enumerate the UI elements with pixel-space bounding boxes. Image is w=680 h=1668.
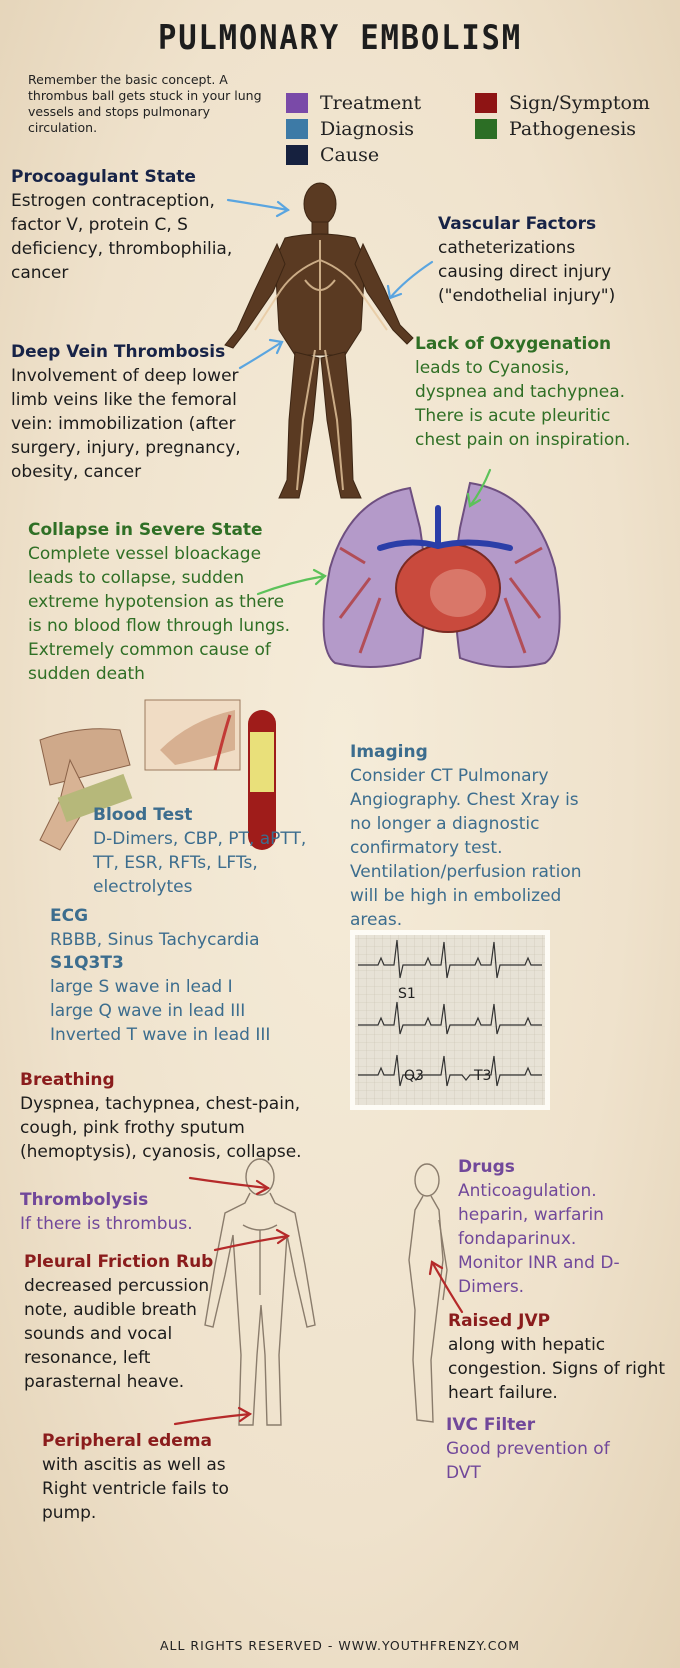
vascular-factors-heading: Vascular Factors [438,214,597,234]
collapse-heading: Collapse in Severe State [28,520,263,540]
legend-label: Diagnosis [320,118,415,140]
legend-label: Cause [320,144,380,166]
procoagulant-heading: Procoagulant State [11,167,196,187]
legend-swatch [286,119,308,139]
ecg-body: RBBB, Sinus Tachycardia [50,930,260,950]
oxygenation-body: leads to Cyanosis, dyspnea and tachypnea. There is acute pleuritic chest pain on inspiration. [415,358,631,450]
legend-item-pathogenesis [475,116,650,142]
pleural-rub-heading: Pleural Friction Rub [24,1252,214,1272]
peripheral-edema-body: with ascitis as well as Right ventricle fails to pump. [42,1455,229,1523]
dvt-heading: Deep Vein Thrombosis [11,342,226,362]
legend-item-sign-symptom [475,90,650,116]
vascular-factors-body: catheterizations causing direct injury ("endothelial injury") [438,238,616,306]
legend-label: Treatment [320,92,422,114]
ivc-filter-body: Good prevention of DVT [446,1439,610,1483]
oxygenation-heading: Lack of Oxygenation [415,334,612,354]
legend-swatch [286,93,308,113]
s1q3t3-line: large Q wave in lead III [50,1001,246,1021]
imaging-heading: Imaging [350,742,428,762]
ecg-label-s1: S1 [398,986,416,1002]
pleural-rub-body: decreased percussion note, audible breath sounds and vocal resonance, left parasternal heave. [24,1276,210,1392]
peripheral-edema-heading: Peripheral edema [42,1431,213,1451]
drugs-heading: Drugs [458,1157,515,1177]
ecg-strip-image [350,930,550,1110]
raised-jvp-body: along with hepatic congestion. Signs of right heart failure. [448,1335,666,1403]
legend-item-cause [286,142,421,168]
ecg-heading: ECG [50,906,89,926]
legend-label: Pathogenesis [509,118,637,140]
breathing-body: Dyspnea, tachypnea, chest-pain, cough, pink frothy sputum (hemoptysis), cyanosis, collapse. [20,1094,302,1162]
legend-item-diagnosis [286,116,421,142]
blood-test-heading: Blood Test [93,805,193,825]
footer-copyright: ALL RIGHTS RESERVED - WWW.YOUTHFRENZY.COM [159,1638,521,1653]
legend-swatch [286,145,308,165]
thrombolysis-body: If there is thrombus. [20,1214,193,1234]
page-title: PULMONARY EMBOLISM [157,18,523,58]
ivc-filter-heading: IVC Filter [446,1415,536,1435]
thrombolysis-heading: Thrombolysis [20,1190,149,1210]
procoagulant-body: Estrogen contraception, factor V, protein C, S deficiency, thrombophilia, cancer [11,191,233,283]
collapse-body: Complete vessel bloackage leads to collapse, sudden extreme hypotension as there is no blood flow through lungs. Extremely common cause of sudden death [28,544,291,684]
dvt-body: Involvement of deep lower limb veins like the femoral vein: immobilization (after surgery, injury, pregnancy, obesity, cancer [11,366,241,482]
legend-swatch [475,119,497,139]
legend-label: Sign/Symptom [509,92,650,114]
drugs-body: Anticoagulation. heparin, warfarin fondaparinux. Monitor INR and D-Dimers. [458,1181,620,1297]
legend-right [475,90,650,142]
legend-swatch [475,93,497,113]
s1q3t3-line: large S wave in lead I [50,977,233,997]
s1q3t3-heading: S1Q3T3 [50,953,124,973]
legend-left [286,90,421,168]
intro-text: Remember the basic concept. A thrombus ball gets stuck in your lung vessels and stops pulmonary circulation. [28,72,262,135]
legend-item-treatment [286,90,421,116]
breathing-heading: Breathing [20,1070,115,1090]
lungs-heart-illustration [310,468,570,678]
ecg-label-q3: Q3 [404,1068,424,1084]
s1q3t3-line: Inverted T wave in lead III [50,1025,271,1045]
ecg-label-t3: T3 [474,1068,492,1084]
imaging-body: Consider CT Pulmonary Angiography. Chest Xray is no longer a diagnostic confirmatory test. Ventilation/perfusion ration will be high in embolized areas. [350,766,582,930]
raised-jvp-heading: Raised JVP [448,1311,551,1331]
blood-test-body: D-Dimers, CBP, PT, aPTT, TT, ESR, RFTs, LFTs, electrolytes [93,829,307,897]
